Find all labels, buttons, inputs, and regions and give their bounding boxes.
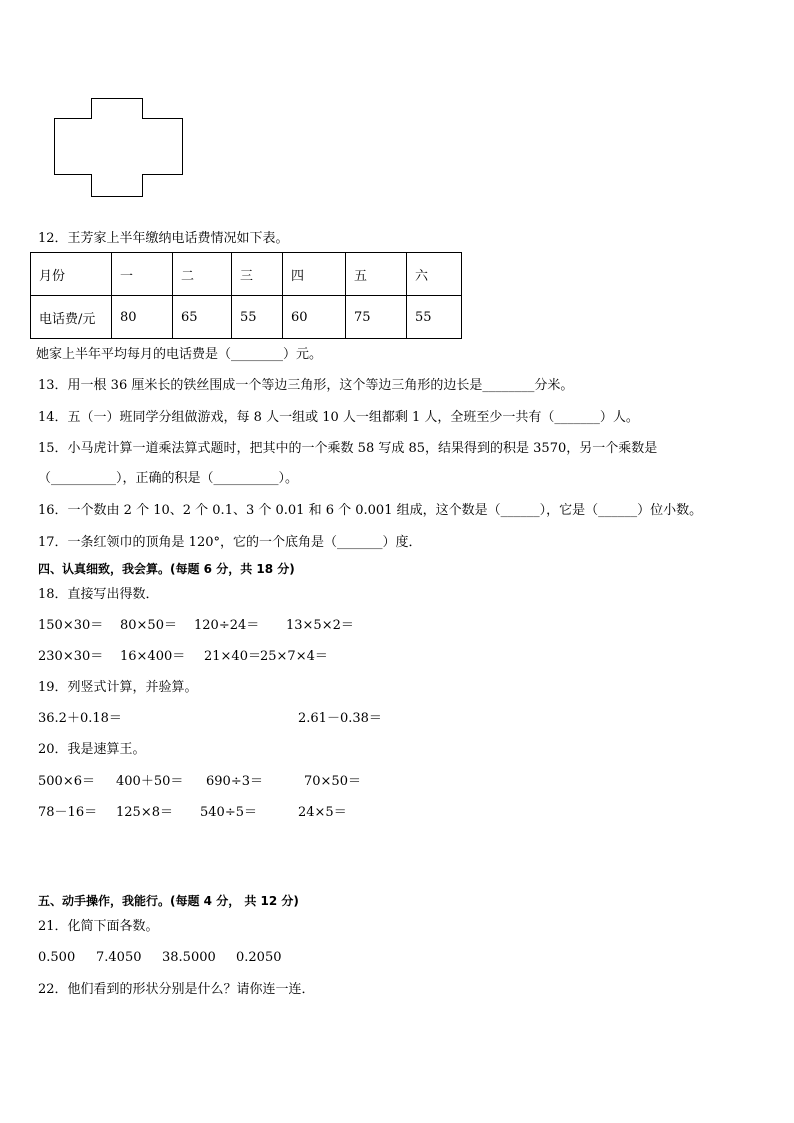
number-item: 38.5000 xyxy=(162,950,216,965)
phone-fee-table xyxy=(30,252,462,339)
calc-item: 78－16＝ xyxy=(38,805,98,820)
calc-item: 400＋50＝ xyxy=(116,774,184,789)
section4-heading: 四、认真细致，我会算。(每题 6 分，共 18 分) xyxy=(38,562,295,576)
q21-numbers xyxy=(38,950,282,966)
calc-item: 150×30＝ xyxy=(38,618,104,633)
number-item: 0.2050 xyxy=(236,950,282,965)
calc-item: 16×400＝ xyxy=(120,649,186,664)
q20-title: 20．我是速算王。 xyxy=(38,742,146,757)
q12-question: 她家上半年平均每月的电话费是（________）元。 xyxy=(36,347,323,362)
q20-row2 xyxy=(38,805,347,821)
q19-left: 36.2＋0.18＝ xyxy=(38,711,122,726)
calc-item: 120÷24＝ xyxy=(194,618,260,633)
calc-item: 500×6＝ xyxy=(38,774,95,789)
section5-heading: 五、动手操作，我能行。(每题 4 分， 共 12 分) xyxy=(38,894,299,908)
calc-item: 540÷5＝ xyxy=(200,805,257,820)
number-item: 0.500 xyxy=(38,950,76,965)
table-cell: 55 xyxy=(232,296,283,339)
calc-item: 70×50＝ xyxy=(304,774,361,789)
q19-right: 2.61－0.38＝ xyxy=(298,711,382,726)
number-item: 7.4050 xyxy=(96,950,142,965)
q22-title: 22．他们看到的形状分别是什么？请你连一连． xyxy=(38,982,315,997)
calc-item: 24×5＝ xyxy=(298,805,347,820)
q17: 17．一条红领巾的顶角是 120°，它的一个底角是（_______）度． xyxy=(38,535,422,550)
table-cell: 电话费/元 xyxy=(31,296,112,339)
q14: 14．五（一）班同学分组做游戏，每 8 人一组或 10 人一组都剩 1 人，全班至少一共有（_______）人。 xyxy=(38,410,639,425)
calc-item: 13×5×2＝ xyxy=(286,618,354,633)
table-row-values xyxy=(31,296,462,339)
q20-row1 xyxy=(38,774,361,790)
calc-item: 125×8＝ xyxy=(116,805,173,820)
table-cell: 55 xyxy=(407,296,462,339)
q13: 13．用一根 36 厘米长的铁丝围成一个等边三角形，这个等边三角形的边长是________分米。 xyxy=(38,378,574,393)
table-cell: 60 xyxy=(283,296,346,339)
q18-row1 xyxy=(38,618,354,634)
q15-line2: （__________），正确的积是（__________）。 xyxy=(38,471,299,486)
calc-item: 230×30＝ xyxy=(38,649,104,664)
table-cell: 月份 xyxy=(31,253,112,296)
q15-line1: 15．小马虎计算一道乘法算式题时，把其中的一个乘数 58 写成 85，结果得到的积是 3570，另一个乘数是 xyxy=(38,441,658,456)
q18-row2 xyxy=(38,649,328,665)
table-cell: 80 xyxy=(112,296,173,339)
table-cell: 65 xyxy=(173,296,232,339)
table-cell: 六 xyxy=(407,253,462,296)
calc-item: 690÷3＝ xyxy=(206,774,263,789)
table-cell: 一 xyxy=(112,253,173,296)
calc-item: 21×40＝ xyxy=(204,649,261,664)
q12-title: 12．王芳家上半年缴纳电话费情况如下表。 xyxy=(38,231,289,246)
calc-item: 80×50＝ xyxy=(120,618,177,633)
table-cell: 二 xyxy=(173,253,232,296)
q16: 16．一个数由 2 个 10、2 个 0.1、3 个 0.01 和 6 个 0.001 组成，这个数是（______），它是（______）位小数。 xyxy=(38,503,703,518)
calc-item: 25×7×4＝ xyxy=(260,649,328,664)
cross-shape-figure xyxy=(53,97,185,199)
table-cell: 五 xyxy=(346,253,407,296)
q19-title: 19．列竖式计算，并验算。 xyxy=(38,680,198,695)
table-row-header xyxy=(31,253,462,296)
table-cell: 75 xyxy=(346,296,407,339)
q18-title: 18．直接写出得数． xyxy=(38,587,159,602)
table-cell: 四 xyxy=(283,253,346,296)
q21-title: 21．化简下面各数。 xyxy=(38,919,159,934)
table-cell: 三 xyxy=(232,253,283,296)
